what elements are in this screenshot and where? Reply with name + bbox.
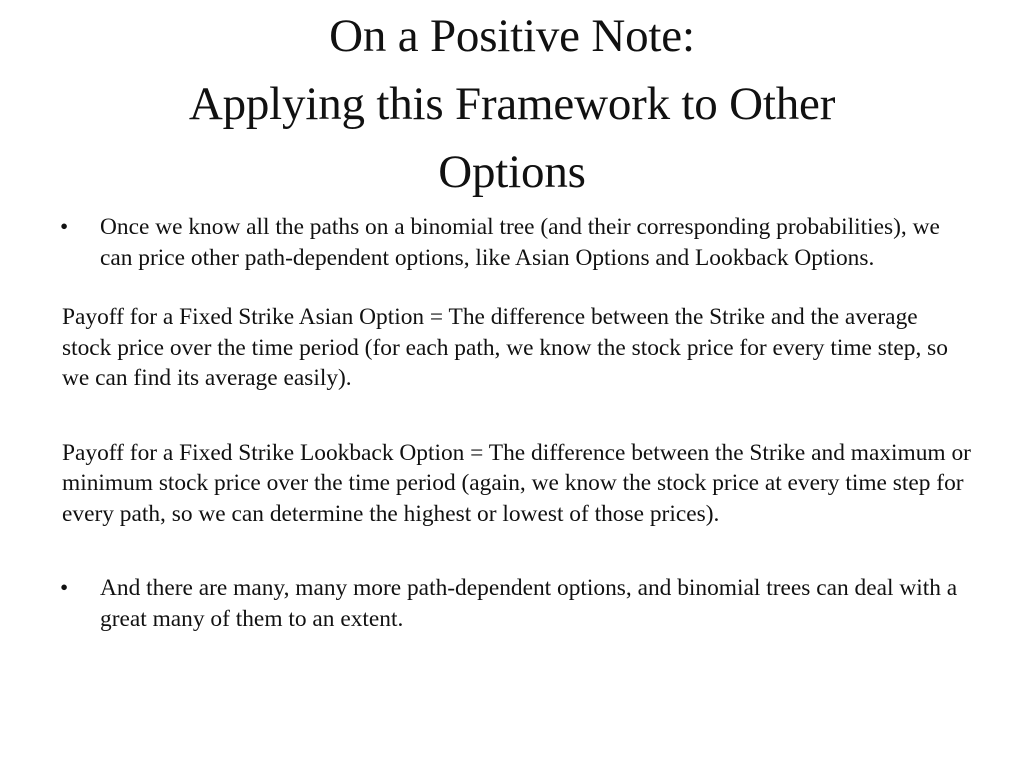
bullet-marker: • [60, 575, 69, 601]
paragraph-lookback-option: Payoff for a Fixed Strike Lookback Option = The difference between the Strike and maximum or minimum stock price over the time period (again, we know the stock price at every time step for every path, so we can determine the highest or lowest of those prices). [62, 439, 971, 527]
bullet-item-paths [62, 212, 972, 273]
slide-body [62, 212, 972, 634]
title-line-1: On a Positive Note: [329, 10, 695, 62]
slide-title [60, 2, 964, 206]
bullet-item-more-options [62, 573, 972, 634]
bullet-text: And there are many, many more path-dependent options, and binomial trees can deal with a great many of them to an extent. [100, 575, 958, 632]
bullet-text: Once we know all the paths on a binomial tree (and their corresponding probabilities), we can price other path-dependent options, like Asian Options and Lookback Options. [100, 214, 940, 271]
bullet-marker: • [60, 214, 69, 240]
paragraph-asian-option: Payoff for a Fixed Strike Asian Option = The difference between the Strike and the average stock price over the time period (for each path, we know the stock price for every time step, so we can find its average easily). [62, 304, 948, 391]
title-line-2: Applying this Framework to Other [188, 78, 836, 130]
title-line-3: Options [438, 146, 586, 198]
